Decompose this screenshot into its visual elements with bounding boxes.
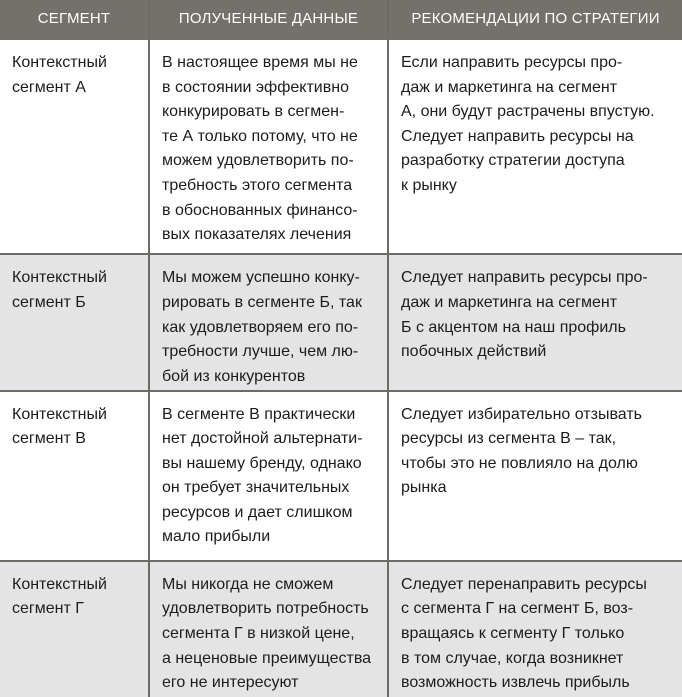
cell-text-line: требность этого сегмента	[162, 176, 353, 194]
data-cell	[149, 254, 388, 390]
cell-text-line: В настоящее время мы не	[162, 54, 358, 71]
recommendation-cell	[388, 561, 682, 697]
cell-text-line: как удовлетворяем его по-	[162, 318, 359, 336]
segment-cell	[0, 561, 149, 697]
cell-text-line: Контекстный	[12, 54, 107, 71]
cell-text-line: в обоснованных финансо-	[162, 201, 358, 219]
table-row	[0, 39, 682, 254]
cell-text-line: сегмент А	[12, 78, 86, 96]
cell-text-line: Контекстный	[12, 269, 107, 287]
recommendation-cell	[388, 39, 682, 254]
cell-text-line: Контекстный	[12, 575, 107, 593]
cell-text-line: с сегмента Г на сегмент Б, воз-	[401, 600, 634, 618]
cell-text-line: Следует избирательно отзывать	[401, 405, 642, 423]
cell-text-line: возможность извлечь прибыль	[401, 674, 630, 692]
cell-text-line: побочных действий	[401, 343, 547, 361]
header-segment: СЕГМЕНТ	[0, 0, 149, 39]
cell-text-line: его не интересуют	[162, 674, 299, 692]
cell-text-line: ресурсов и дает слишком	[162, 503, 353, 521]
cell-text-line: бой из конкурентов	[162, 367, 306, 385]
cell-text-line: чтобы это не повлияло на долю	[401, 454, 638, 472]
cell-text-line: вы нашему бренду, однако	[162, 454, 362, 472]
cell-text-line: рировать в сегменте Б, так	[162, 293, 362, 311]
segment-cell	[0, 391, 149, 561]
cell-text-line: рынка	[401, 479, 447, 497]
cell-text-line: конкурировать в сегмен-	[162, 103, 345, 121]
cell-text-line: Мы никогда не сможем	[162, 575, 334, 593]
table-row	[0, 391, 682, 561]
table-row	[0, 561, 682, 697]
cell-text-line: к рынку	[401, 176, 457, 194]
cell-text-line: сегмент Г	[12, 600, 84, 618]
cell-text-line: а неценовые преимущества	[162, 649, 372, 667]
cell-text-line: Следует перенаправить ресурсы	[401, 575, 647, 593]
cell-text-line: требности лучше, чем лю-	[162, 343, 359, 361]
segment-cell	[0, 39, 149, 254]
header-recommendation: РЕКОМЕНДАЦИИ ПО СТРАТЕГИИ	[388, 0, 682, 39]
cell-text-line: Следует направить ресурсы на	[401, 127, 634, 145]
cell-text-line: сегмента Г в низкой цене,	[162, 624, 355, 642]
data-cell	[149, 561, 388, 697]
cell-text-line: разработку стратегии доступа	[401, 152, 625, 170]
cell-text-line: вращаясь к сегменту Г только	[401, 624, 625, 642]
cell-text-line: нет достойной альтернати-	[162, 430, 363, 448]
cell-text-line: вых показателях лечения	[162, 226, 352, 244]
segment-cell	[0, 254, 149, 390]
data-cell	[149, 391, 388, 561]
cell-text-line: мало прибыли	[162, 528, 271, 546]
cell-text-line: сегмент Б	[12, 293, 86, 311]
recommendation-cell	[388, 254, 682, 390]
cell-text-line: А, они будут растрачены впустую.	[401, 103, 655, 121]
recommendation-cell	[388, 391, 682, 561]
cell-text-line: удовлетворить потребность	[162, 600, 369, 618]
header-data: ПОЛУЧЕННЫЕ ДАННЫЕ	[149, 0, 388, 39]
cell-text-line: Контекстный	[12, 405, 107, 423]
cell-text-line: даж и маркетинга на сегмент	[401, 78, 618, 96]
cell-text-line: В сегменте В практически	[162, 405, 356, 423]
cell-text-line: он требует значительных	[162, 479, 350, 497]
cell-text-line: Следует направить ресурсы про-	[401, 269, 648, 287]
cell-text-line: Б с акцентом на наш профиль	[401, 318, 626, 336]
cell-text-line: в состоянии эффективно	[162, 78, 349, 96]
table-body	[0, 39, 682, 697]
cell-text-line: ресурсы из сегмента В – так,	[401, 430, 617, 448]
cell-text-line: Мы можем успешно конку-	[162, 269, 360, 287]
cell-text-line: можем удовлетворить по-	[162, 152, 354, 170]
cell-text-line: те А только потому, что не	[162, 127, 358, 145]
cell-text-line: даж и маркетинга на сегмент	[401, 293, 618, 311]
table-row	[0, 254, 682, 390]
header-row	[0, 0, 682, 39]
data-cell	[149, 39, 388, 254]
cell-text-line: в том случае, когда возникнет	[401, 649, 624, 667]
cell-text-line: сегмент В	[12, 430, 86, 448]
cell-text-line: Если направить ресурсы про-	[401, 54, 623, 71]
